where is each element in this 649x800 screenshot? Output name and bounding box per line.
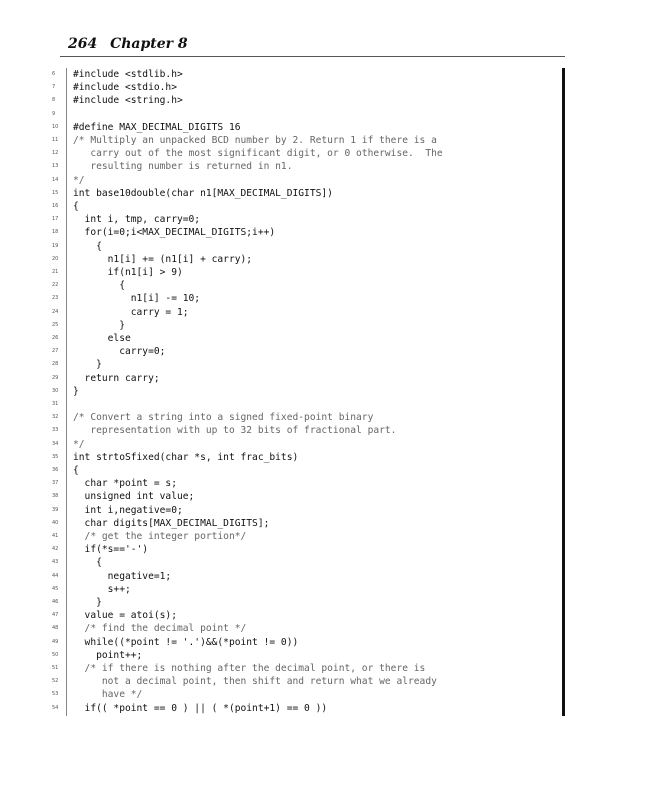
chapter-title: Chapter 8 (110, 36, 188, 52)
code-line: for(i=0;i<MAX_DECIMAL_DIGITS;i++) (73, 227, 276, 239)
code-line: negative=1; (73, 570, 172, 582)
line-number: 40 (52, 519, 59, 526)
line-number: 6 (52, 71, 56, 77)
line-number: 17 (52, 216, 59, 223)
line-number: 19 (52, 242, 59, 249)
code-line: #include <stdio.h> (73, 82, 177, 94)
header-rule (60, 56, 565, 57)
line-number: 14 (52, 176, 59, 183)
line-number: 23 (52, 295, 59, 302)
code-line: unsigned int value; (73, 491, 195, 503)
code-line: } (73, 597, 102, 608)
line-number: 8 (52, 97, 56, 104)
code-line: int i,negative=0; (73, 504, 183, 516)
line-number: 9 (52, 110, 56, 117)
line-number: 16 (52, 203, 59, 209)
line-number: 45 (52, 585, 59, 592)
line-number: 39 (52, 506, 59, 513)
line-number: 46 (52, 599, 59, 605)
code-line: n1[i] -= 10; (73, 293, 201, 305)
code-listing-left-bar (66, 68, 67, 716)
code-line: if(*s=='-') (73, 544, 149, 556)
code-line: if(( *point == 0 ) || ( *(point+1) == 0 )) (73, 702, 328, 714)
line-number: 10 (52, 123, 59, 130)
code-line: { (73, 201, 79, 212)
code-line: int strtoSfixed(char *s, int frac_bits) (73, 451, 299, 463)
line-number: 31 (52, 401, 59, 407)
code-line: } (73, 385, 79, 397)
code-line: #include <string.h> (73, 95, 183, 107)
line-number: 28 (52, 361, 59, 368)
code-line: return carry; (73, 372, 160, 384)
code-comment-line: resulting number is returned in n1. (73, 161, 293, 173)
code-line: carry = 1; (73, 306, 189, 318)
code-line: char *point = s; (73, 478, 177, 490)
line-number: 26 (52, 335, 59, 341)
line-number: 12 (52, 150, 59, 157)
line-number: 53 (52, 691, 59, 698)
code-comment-line: carry out of the most significant digit, or 0 otherwise. The (73, 148, 443, 160)
code-comment-line: not a decimal point, then shift and return what we already (73, 676, 437, 688)
line-number: 42 (52, 546, 59, 553)
code-comment-line: */ (73, 174, 85, 186)
line-number: 35 (52, 453, 59, 460)
line-number: 54 (52, 704, 59, 711)
code-line: point++; (73, 649, 143, 661)
code-comment-line: have */ (73, 689, 143, 701)
code-line: else (73, 333, 131, 344)
line-number: 34 (52, 440, 59, 447)
code-comment-line: /* Convert a string into a signed fixed-point binary (73, 412, 374, 424)
code-line: { (73, 240, 102, 252)
line-number: 51 (52, 665, 59, 671)
line-number: 49 (52, 638, 59, 645)
code-line: #include <stdlib.h> (73, 69, 183, 80)
code-comment-line: /* get the integer portion*/ (73, 531, 247, 542)
line-number: 21 (52, 269, 59, 275)
line-number: 41 (52, 533, 59, 539)
code-line: value = atoi(s); (73, 610, 177, 622)
code-comment-line: /* Multiply an unpacked BCD number by 2. Return 1 if there is a (73, 135, 437, 146)
page-header (68, 36, 188, 52)
page-number: 264 (68, 36, 98, 52)
code-comment-line: /* find the decimal point */ (73, 623, 247, 635)
code-comment-line: /* if there is nothing after the decimal point, or there is (73, 663, 426, 674)
line-number: 18 (52, 229, 59, 236)
line-number: 24 (52, 308, 59, 315)
line-number: 25 (52, 321, 59, 328)
code-line: } (73, 319, 125, 331)
code-line: { (73, 557, 102, 569)
code-line: { (73, 280, 125, 292)
code-line: int i, tmp, carry=0; (73, 214, 201, 226)
code-line: int base10double(char n1[MAX_DECIMAL_DIGITS]) (73, 187, 333, 199)
code-line: if(n1[i] > 9) (73, 267, 183, 278)
line-number: 37 (52, 480, 59, 487)
code-line: } (73, 359, 102, 371)
code-line: s++; (73, 583, 131, 595)
line-number: 11 (52, 137, 59, 143)
line-number: 47 (52, 612, 59, 619)
code-listing-right-bar (562, 68, 565, 716)
line-number: 15 (52, 189, 59, 196)
code-line: carry=0; (73, 346, 166, 358)
code-line: { (73, 465, 79, 476)
code-line: n1[i] += (n1[i] + carry); (73, 253, 253, 265)
code-line: #define MAX_DECIMAL_DIGITS 16 (73, 121, 241, 133)
line-number: 48 (52, 625, 59, 632)
line-number: 44 (52, 572, 59, 579)
line-number: 30 (52, 387, 59, 394)
line-number: 32 (52, 414, 59, 421)
line-number: 7 (52, 84, 56, 91)
code-line: char digits[MAX_DECIMAL_DIGITS]; (73, 517, 270, 529)
line-number: 43 (52, 559, 59, 566)
code-line: while((*point != '.')&&(*point != 0)) (73, 636, 299, 648)
line-number: 50 (52, 651, 59, 658)
line-number: 29 (52, 374, 59, 381)
line-number: 22 (52, 282, 59, 289)
code-comment-line: representation with up to 32 bits of fractional part. (73, 425, 397, 437)
line-number: 20 (52, 255, 59, 262)
line-number: 13 (52, 163, 59, 170)
line-number: 38 (52, 493, 59, 500)
code-comment-line: */ (73, 438, 85, 450)
line-number: 33 (52, 427, 59, 434)
line-number: 27 (52, 348, 59, 355)
line-number: 36 (52, 467, 59, 473)
line-number: 52 (52, 678, 59, 685)
